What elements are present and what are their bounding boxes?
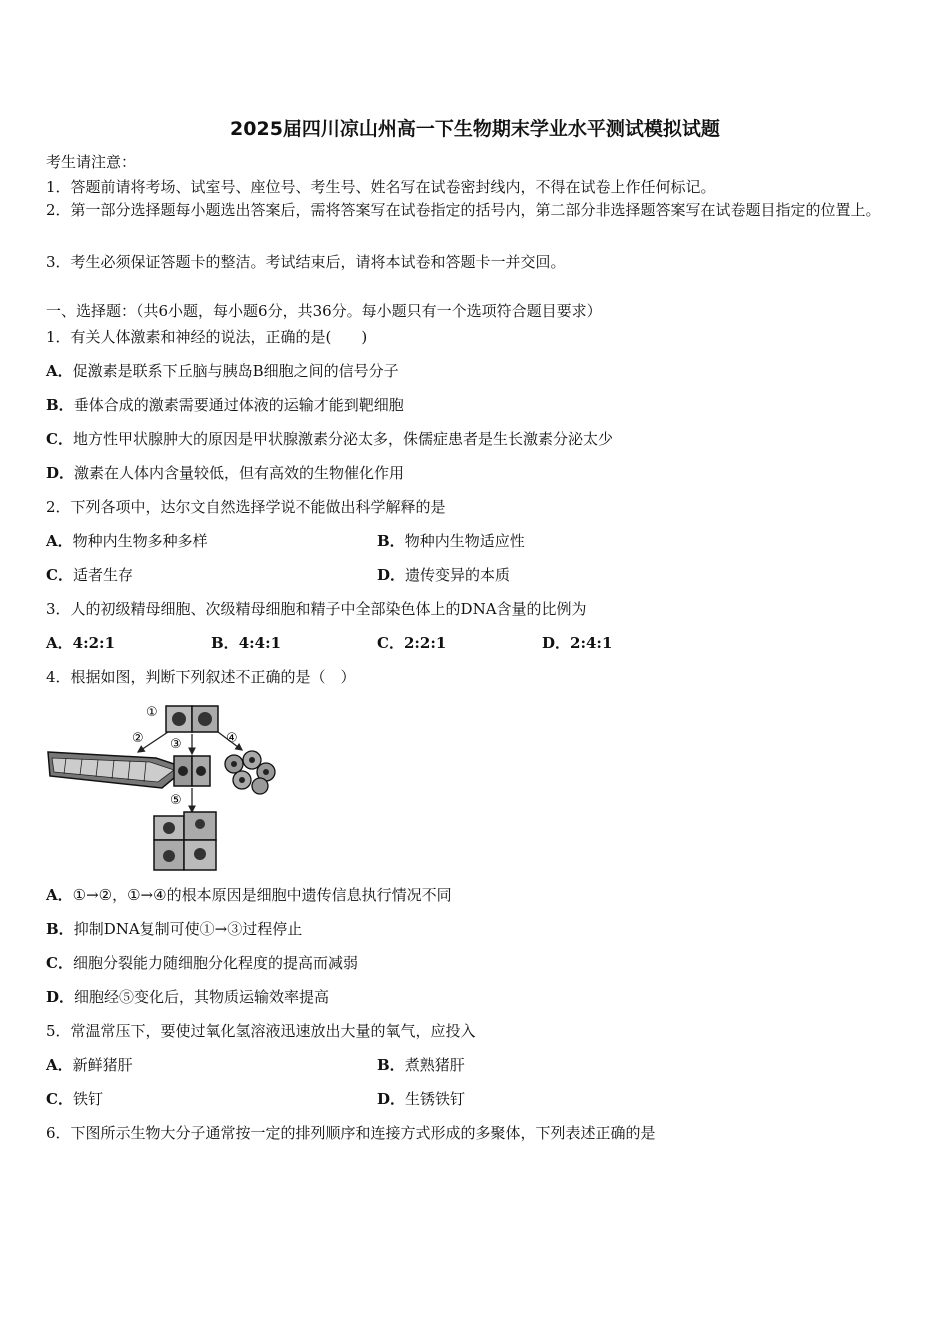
notice-heading: 考生请注意： bbox=[46, 153, 137, 171]
option-text: 煮熟猪肝 bbox=[404, 1056, 465, 1074]
notice-item-2: 2．第一部分选择题每小题选出答案后，需将答案写在试卷指定的括号内，第二部分非选择题答案写在试卷题目指定的位置上。 bbox=[46, 201, 881, 219]
question-1-stem: 1．有关人体激素和神经的说法，正确的是( ) bbox=[46, 328, 368, 346]
option-text: 物种内生物适应性 bbox=[404, 532, 525, 550]
option-letter: B． bbox=[46, 396, 74, 414]
option-text: ①→②，①→④的根本原因是细胞中遗传信息执行情况不同 bbox=[72, 886, 452, 904]
option-letter: A． bbox=[46, 886, 73, 904]
option-letter: B． bbox=[377, 1056, 405, 1074]
option-letter: B． bbox=[46, 920, 74, 938]
page-title: 2025届四川凉山州高一下生物期末学业水平测试模拟试题 bbox=[230, 118, 720, 140]
question-6-stem: 6．下图所示生物大分子通常按一定的排列顺序和连接方式形成的多聚体，下列表述正确的是 bbox=[46, 1124, 656, 1142]
cell-cluster-4 bbox=[225, 751, 275, 794]
notice-item-3: 3．考生必须保证答题卡的整洁。考试结束后，请将本试卷和答题卡一并交回。 bbox=[46, 253, 566, 271]
option-letter: D． bbox=[377, 566, 406, 584]
q2-option-c bbox=[46, 566, 133, 584]
option-text: 2:4:1 bbox=[570, 634, 613, 652]
q5-option-c bbox=[46, 1090, 103, 1108]
q4-option-c bbox=[46, 954, 358, 972]
option-letter: A． bbox=[46, 362, 73, 380]
option-letter: D． bbox=[542, 634, 571, 652]
option-text: 地方性甲状腺肿大的原因是甲状腺激素分泌太多，侏儒症患者是生长激素分泌太少 bbox=[72, 430, 613, 448]
q2-option-b bbox=[377, 532, 525, 550]
cell-differentiation-figure bbox=[46, 696, 281, 876]
option-letter: B． bbox=[211, 634, 239, 652]
q4-option-d bbox=[46, 988, 329, 1006]
option-text: 铁钉 bbox=[72, 1090, 103, 1108]
q5-option-d bbox=[377, 1090, 465, 1108]
q1-option-b bbox=[46, 396, 404, 414]
q2-option-a bbox=[46, 532, 208, 550]
figure-label-2: ② bbox=[132, 731, 144, 746]
option-text: 2:2:1 bbox=[403, 634, 447, 652]
q1-option-d bbox=[46, 464, 404, 482]
option-text: 细胞经⑤变化后，其物质运输效率提高 bbox=[74, 988, 330, 1006]
q3-option-d bbox=[542, 634, 612, 652]
q3-option-a bbox=[46, 634, 115, 652]
cell-group-5 bbox=[154, 812, 216, 870]
figure-label-4: ④ bbox=[226, 731, 238, 746]
option-text: 4:2:1 bbox=[72, 634, 116, 652]
question-4-stem: 4．根据如图，判断下列叙述不正确的是（ ） bbox=[46, 668, 356, 686]
cell-group-3 bbox=[174, 756, 210, 786]
option-letter: C． bbox=[377, 634, 404, 652]
q5-option-b bbox=[377, 1056, 465, 1074]
question-5-stem: 5．常温常压下，要使过氧化氢溶液迅速放出大量的氧气，应投入 bbox=[46, 1022, 476, 1040]
epithelial-tissue bbox=[48, 752, 186, 788]
option-letter: D． bbox=[377, 1090, 406, 1108]
option-text: 垂体合成的激素需要通过体液的运输才能到靶细胞 bbox=[73, 396, 404, 414]
q4-option-b bbox=[46, 920, 302, 938]
option-letter: B． bbox=[377, 532, 405, 550]
option-text: 生锈铁钉 bbox=[405, 1090, 466, 1108]
option-letter: C． bbox=[46, 1090, 73, 1108]
option-letter: D． bbox=[46, 464, 75, 482]
q1-option-a bbox=[46, 362, 399, 380]
option-text: 4:4:1 bbox=[238, 634, 282, 652]
q4-option-a bbox=[46, 886, 452, 904]
option-text: 物种内生物多种多样 bbox=[72, 532, 208, 550]
option-letter: A． bbox=[46, 532, 73, 550]
q1-option-c bbox=[46, 430, 613, 448]
question-2-stem: 2．下列各项中，达尔文自然选择学说不能做出科学解释的是 bbox=[46, 498, 446, 516]
figure-label-3: ③ bbox=[170, 737, 182, 752]
q5-option-a bbox=[46, 1056, 133, 1074]
figure-label-1: ① bbox=[146, 705, 158, 720]
option-letter: D． bbox=[46, 988, 75, 1006]
option-text: 激素在人体内含量较低，但有高效的生物催化作用 bbox=[74, 464, 405, 482]
option-letter: A． bbox=[46, 634, 73, 652]
option-letter: C． bbox=[46, 566, 73, 584]
figure-label-5: ⑤ bbox=[170, 793, 182, 808]
option-text: 促激素是联系下丘脑与胰岛B细胞之间的信号分子 bbox=[72, 362, 399, 380]
option-letter: A． bbox=[46, 1056, 73, 1074]
option-text: 抑制DNA复制可使①→③过程停止 bbox=[73, 920, 303, 938]
q3-option-b bbox=[211, 634, 281, 652]
option-text: 遗传变异的本质 bbox=[405, 566, 511, 584]
option-text: 细胞分裂能力随细胞分化程度的提高而减弱 bbox=[72, 954, 358, 972]
section-heading: 一、选择题：（共6小题，每小题6分，共36分。每小题只有一个选项符合题目要求） bbox=[46, 302, 602, 320]
q3-option-c bbox=[377, 634, 446, 652]
option-text: 新鲜猪肝 bbox=[72, 1056, 133, 1074]
cell-group-1 bbox=[166, 706, 218, 732]
option-letter: C． bbox=[46, 430, 73, 448]
option-letter: C． bbox=[46, 954, 73, 972]
option-text: 适者生存 bbox=[72, 566, 133, 584]
q2-option-d bbox=[377, 566, 510, 584]
notice-item-1: 1．答题前请将考场、试室号、座位号、考生号、姓名写在试卷密封线内，不得在试卷上作任何标记。 bbox=[46, 178, 716, 196]
question-3-stem: 3．人的初级精母细胞、次级精母细胞和精子中全部染色体上的DNA含量的比例为 bbox=[46, 600, 587, 618]
